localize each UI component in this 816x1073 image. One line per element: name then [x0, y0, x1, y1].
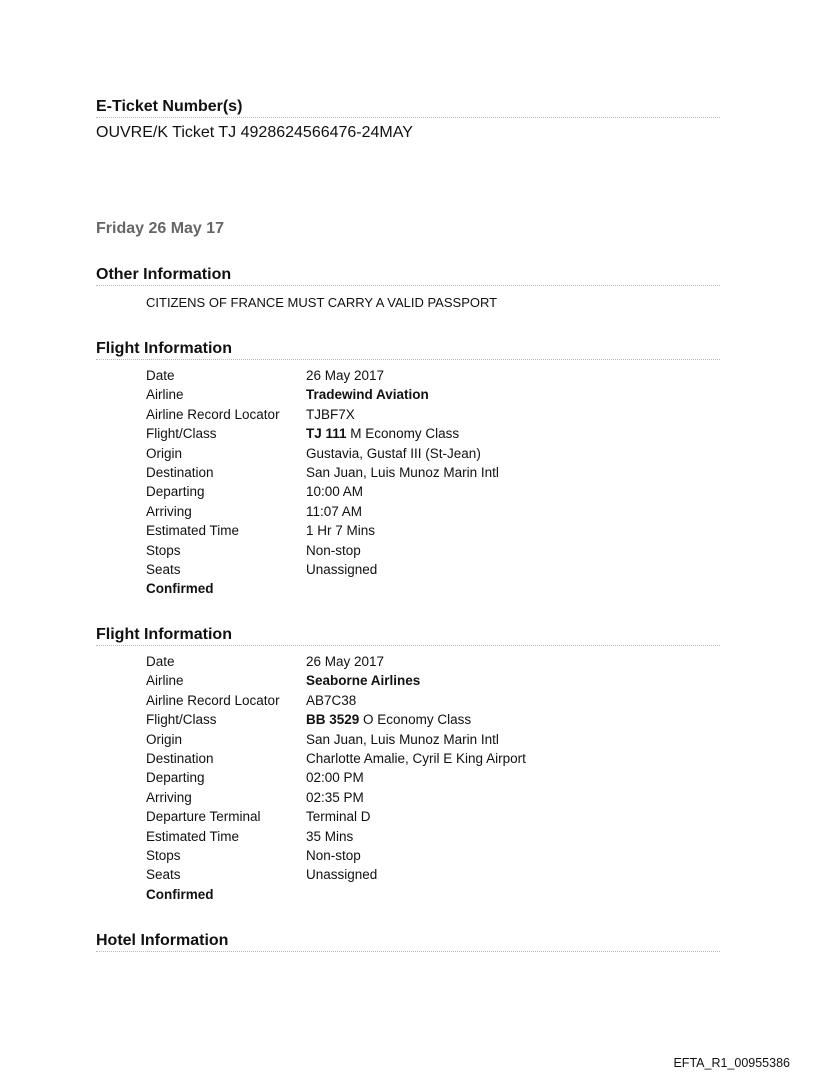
value: Terminal D	[306, 809, 371, 825]
label: Destination	[146, 464, 214, 480]
value: Unassigned	[306, 561, 378, 577]
label: Airline	[146, 673, 184, 689]
value: 02:00 PM	[306, 770, 364, 786]
airline-name: Seaborne Airlines	[306, 673, 421, 689]
flight2-row-destination	[146, 749, 526, 768]
label: Airline Record Locator	[146, 692, 280, 708]
flight2-row-departure-terminal	[146, 807, 371, 826]
value: Gustavia, Gustaf III (St-Jean)	[306, 445, 481, 461]
flight1-row-origin	[146, 444, 481, 463]
flight2-row-origin	[146, 730, 499, 749]
class-name: M Economy Class	[346, 426, 460, 442]
flight-class-value	[306, 710, 471, 729]
label: Flight/Class	[146, 426, 217, 442]
flight2-row-class	[146, 710, 472, 729]
flight-number: BB 3529	[306, 712, 360, 728]
flight1-row-date	[146, 366, 385, 385]
class-name: O Economy Class	[359, 712, 472, 728]
flight2-details	[146, 652, 526, 904]
label: Date	[146, 654, 175, 669]
value: 11:07 AM	[306, 503, 363, 519]
flight2-row-airline	[146, 671, 421, 690]
record-locator: AB7C38	[306, 692, 357, 708]
label: Arriving	[146, 789, 192, 805]
eticket-heading: E-Ticket Number(s)	[96, 98, 720, 118]
hotel-info-heading: Hotel Information	[96, 932, 720, 952]
flight2-status: Confirmed	[146, 886, 214, 902]
label: Departing	[146, 484, 205, 500]
label: Origin	[146, 445, 183, 461]
label: Stops	[146, 847, 181, 863]
flight1-row-stops	[146, 541, 361, 560]
itinerary-date: Friday 26 May 17	[96, 220, 225, 237]
document-id: EFTA_R1_00955386	[673, 1056, 790, 1070]
value: San Juan, Luis Munoz Marin Intl	[306, 464, 499, 480]
label: Origin	[146, 731, 183, 747]
value: 1 Hr 7 Mins	[306, 523, 376, 539]
value: Unassigned	[306, 867, 378, 883]
label: Departing	[146, 770, 205, 786]
flight1-row-seats	[146, 560, 378, 579]
flight1-row-locator	[146, 405, 355, 424]
other-info-heading: Other Information	[96, 266, 720, 286]
flight2-row-stops	[146, 846, 361, 865]
value: 02:35 PM	[306, 789, 364, 805]
flight2-row-departing	[146, 768, 364, 787]
label: Estimated Time	[146, 523, 240, 539]
flight1-details	[146, 366, 499, 599]
flight-class-value	[306, 424, 459, 443]
flight1-status: Confirmed	[146, 581, 214, 597]
flight-number: TJ 111	[306, 426, 347, 442]
label: Airline	[146, 387, 184, 403]
record-locator: TJBF7X	[306, 406, 355, 422]
airline-name: Tradewind Aviation	[306, 387, 429, 403]
label: Flight/Class	[146, 712, 217, 728]
flight2-heading: Flight Information	[96, 626, 720, 646]
label: Estimated Time	[146, 828, 240, 844]
value: 26 May 2017	[306, 654, 385, 669]
label: Departure Terminal	[146, 809, 261, 825]
value: Non-stop	[306, 542, 361, 558]
value: Non-stop	[306, 847, 361, 863]
value: Charlotte Amalie, Cyril E King Airport	[306, 750, 526, 766]
label: Seats	[146, 867, 181, 883]
flight1-row-departing	[146, 482, 364, 501]
flight1-row-arriving	[146, 502, 363, 521]
flight2-row-locator	[146, 691, 357, 710]
passport-notice: CITIZENS OF FRANCE MUST CARRY A VALID PASSPORT	[146, 295, 498, 310]
label: Stops	[146, 542, 181, 558]
eticket-number: OUVRE/K Ticket TJ 4928624566476-24MAY	[96, 124, 413, 141]
flight1-row-estimated-time	[146, 521, 376, 540]
value: 26 May 2017	[306, 368, 385, 383]
value: 35 Mins	[306, 828, 354, 844]
label: Arriving	[146, 503, 192, 519]
flight2-row-arriving	[146, 788, 364, 807]
flight1-row-destination	[146, 463, 499, 482]
flight1-heading: Flight Information	[96, 340, 720, 360]
flight1-row-airline	[146, 385, 429, 404]
flight2-row-estimated-time	[146, 827, 354, 846]
flight1-row-class	[146, 424, 460, 443]
value: 10:00 AM	[306, 484, 364, 500]
label: Airline Record Locator	[146, 406, 280, 422]
flight2-row-seats	[146, 865, 378, 884]
label: Destination	[146, 750, 214, 766]
label: Seats	[146, 561, 181, 577]
label: Date	[146, 368, 175, 383]
flight2-row-date	[146, 652, 385, 671]
value: San Juan, Luis Munoz Marin Intl	[306, 731, 499, 747]
